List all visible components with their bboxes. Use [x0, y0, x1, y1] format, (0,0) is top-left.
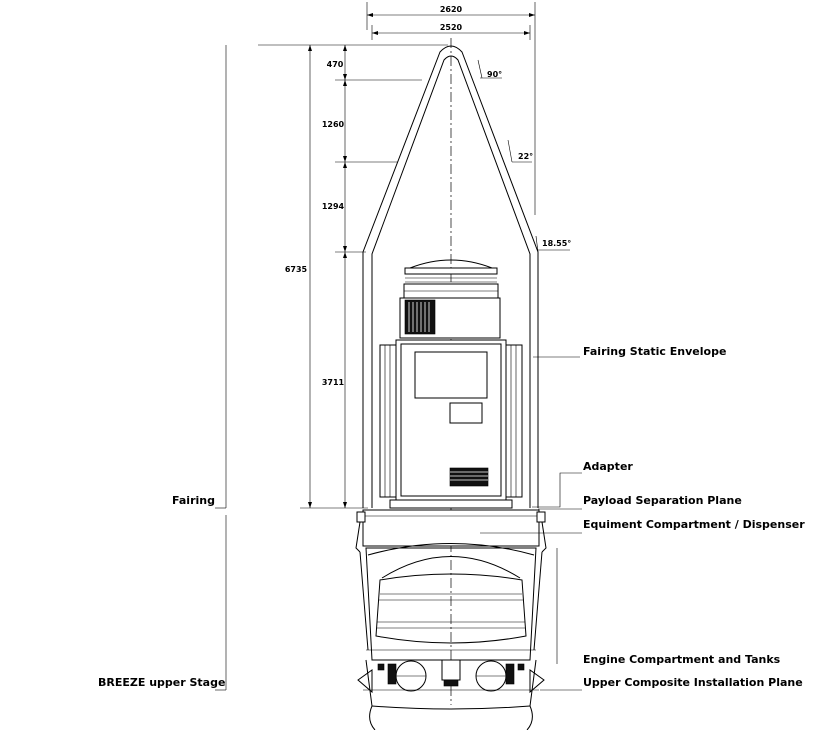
- angle-22: 22°: [518, 152, 534, 161]
- label-equipment-compartment: Equiment Compartment / Dispenser: [583, 518, 805, 531]
- spacecraft: [380, 260, 522, 508]
- label-fairing: Fairing: [172, 494, 215, 507]
- dim-2620: 2620: [439, 5, 463, 14]
- label-payload-separation-plane: Payload Separation Plane: [583, 494, 742, 507]
- dim-3711: 3711: [321, 378, 345, 387]
- label-adapter: Adapter: [583, 460, 633, 473]
- equipment-compartment: [356, 510, 546, 552]
- angle-annotations: [478, 60, 571, 252]
- label-engine-compartment: Engine Compartment and Tanks: [583, 653, 781, 666]
- label-upper-composite-plane: Upper Composite Installation Plane: [583, 676, 803, 689]
- dim-6735: 6735: [284, 265, 308, 274]
- label-fairing-static-envelope: Fairing Static Envelope: [583, 345, 727, 358]
- dim-2520: 2520: [439, 23, 463, 32]
- angle-90: 90°: [487, 70, 503, 79]
- dim-1260: 1260: [321, 120, 345, 129]
- label-breeze-upper-stage: BREEZE upper Stage: [98, 676, 226, 689]
- angle-18-55: 18.55°: [542, 239, 572, 248]
- dim-470: 470: [326, 60, 344, 69]
- dim-1294: 1294: [321, 202, 345, 211]
